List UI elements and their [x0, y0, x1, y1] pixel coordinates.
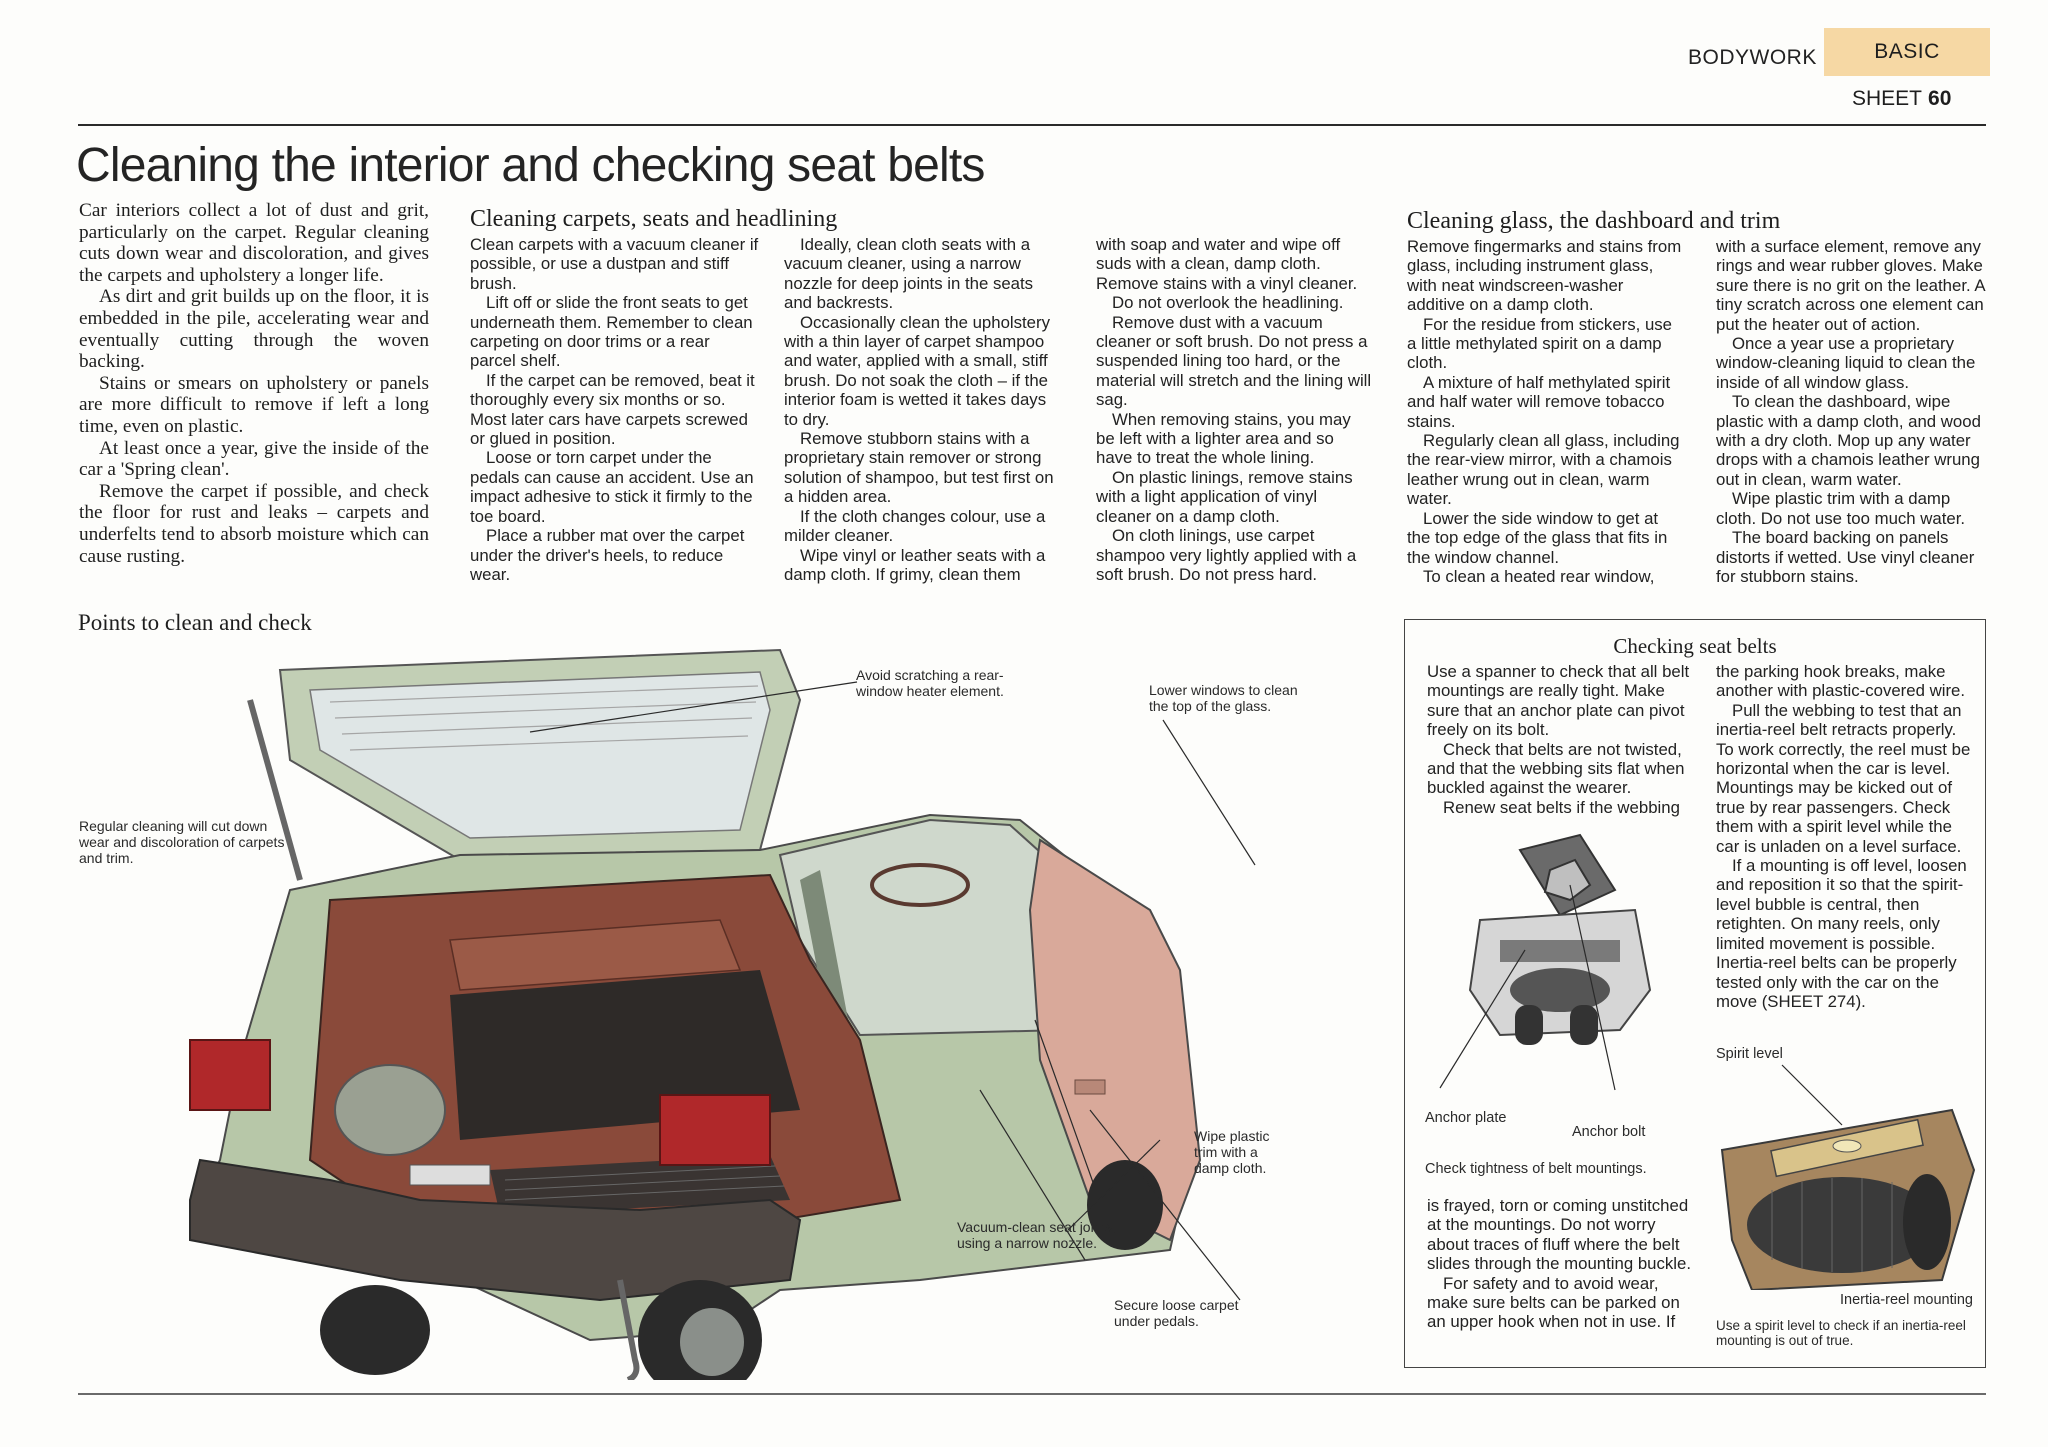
label-anchor-plate: Anchor plate [1425, 1110, 1507, 1126]
intro-text [79, 200, 429, 567]
paragraph: If a mounting is off level, loosen and reposition it so that the spirit-level bubble is central, then retighten. On many reels, only limited movement is possible. Inertia-reel belts can be properly tested only with the car on the move (SHEET 274). [1716, 856, 1967, 1011]
paragraph: Ideally, clean cloth seats with a vacuum cleaner, using a narrow nozzle for deep joints in the seats and backrests. [784, 235, 1034, 313]
paragraph: If the carpet can be removed, beat it thoroughly every six months or so. Most later cars have carpets screwed or glued in position. [470, 370, 755, 449]
spirit-level-illustration [1712, 1060, 1978, 1290]
webbing-top [1500, 940, 1620, 962]
paragraph: is frayed, torn or coming unstitched at the mountings. Do not worry about traces of fluff where the belt slides through the mounting buckle. [1427, 1196, 1692, 1274]
paragraph: Remove dust with a vacuum cleaner or soft brush. Do not press a suspended lining too hard, or the material will stretch and the lining will sag. [1096, 312, 1372, 410]
right-rear-light [660, 1095, 770, 1165]
paragraph: On plastic linings, remove stains with a light application of vinyl cleaner on a damp cloth. [1096, 467, 1353, 526]
label-anchor-bolt: Anchor bolt [1572, 1124, 1646, 1140]
carpets-column-2 [784, 235, 1064, 584]
level-badge: BASIC [1824, 28, 1990, 76]
top-rule [78, 124, 1986, 126]
paragraph: with a surface element, remove any rings and wear rubber gloves. Make sure there is no grit on the leather. A tiny scratch across one element can put the heater out of action. [1716, 237, 1985, 334]
glass-column-1 [1407, 237, 1685, 586]
points-heading: Points to clean and check [78, 610, 312, 635]
paragraph: To clean a heated rear window, [1423, 566, 1655, 586]
intro-paragraph: Remove the carpet if possible, and check the floor for rust and leaks – carpets and underfelts tend to absorb moisture which can cause rusting. [79, 480, 429, 567]
number-plate [410, 1165, 490, 1185]
paragraph: The board backing on panels distorts if wetted. Use vinyl cleaner for stubborn stains. [1716, 528, 1975, 586]
sheet-label: SHEET [1852, 87, 1923, 110]
carpets-column-1 [470, 235, 760, 584]
intro-paragraph: As dirt and grit builds up on the floor, it is embedded in the pile, accelerating wear and eventually cutting through the woven backing. [79, 286, 429, 373]
slot-left [1515, 1005, 1543, 1045]
paragraph: Lower the side window to get at the top edge of the glass that fits in the window channel. [1407, 508, 1668, 567]
paragraph: For safety and to avoid wear, make sure belts can be parked on an upper hook when not in use. If [1427, 1273, 1680, 1332]
paragraph: Wipe plastic trim with a damp cloth. Do not use too much water. [1716, 489, 1966, 528]
paragraph: Once a year use a proprietary window-cleaning liquid to clean the inside of all window glass. [1716, 334, 1976, 392]
paragraph: Wipe vinyl or leather seats with a damp cloth. If grimy, clean them [784, 545, 1046, 584]
paragraph: Regularly clean all glass, including the rear-view mirror, with a chamois leather wrung out in clean, warm water. [1407, 431, 1680, 509]
caption-mountings: Check tightness of belt mountings. [1425, 1161, 1647, 1177]
paragraph: Occasionally clean the upholstery with a thin layer of carpet shampoo and water, applied with a small, stiff brush. Do not soak the cloth – if the interior foam is wetted it takes days to dry. [784, 312, 1050, 429]
paragraph: Place a rubber mat over the carpet under the driver's heels, to reduce wear. [470, 526, 745, 584]
intro-paragraph: Car interiors collect a lot of dust and grit, particularly on the carpet. Regular cleaning cuts down wear and discoloration, and gives the carpets and upholstery a longer life. [79, 200, 429, 286]
callout-wipe-plastic: Wipe plastic trim with a damp cloth. [1194, 1128, 1270, 1176]
paragraph: If the cloth changes colour, use a milder cleaner. [784, 506, 1046, 546]
carpets-column-3 [1096, 235, 1372, 584]
label-inertia-reel: Inertia-reel mounting [1840, 1292, 1973, 1308]
glass-column-2 [1716, 237, 1992, 586]
paragraph: When removing stains, you may be left with a lighter area and so have to treat the whole lining. [1096, 409, 1351, 468]
paragraph: the parking hook breaks, make another with plastic-covered wire. [1716, 662, 1966, 701]
spare-wheel [335, 1065, 445, 1155]
callout-secure-carpet: Secure loose carpet under pedals. [1114, 1297, 1239, 1329]
sheet-number-value: 60 [1928, 87, 1952, 110]
hubcap [680, 1308, 744, 1376]
callout-rear-window: Avoid scratching a rear-window heater element. [856, 667, 1004, 699]
car-illustration [160, 640, 1340, 1380]
reel-end [1903, 1174, 1951, 1270]
bottom-rule [78, 1393, 1986, 1395]
seatbelt-column-1-bottom [1427, 1196, 1697, 1332]
paragraph: Loose or torn carpet under the pedals can cause an accident. Use an impact adhesive to stick it firmly to the toe board. [470, 448, 754, 526]
sheet-number [1852, 87, 1951, 111]
intro-paragraph: Stains or smears on upholstery or panels are more difficult to remove if left a long time, even on plastic. [79, 372, 429, 437]
glass-heading: Cleaning glass, the dashboard and trim [1407, 208, 1781, 234]
caption-spirit-level: Use a spirit level to check if an inertia-reel mounting is out of true. [1716, 1318, 1966, 1348]
page-title: Cleaning the interior and checking seat belts [76, 139, 985, 192]
callout-vacuum-seats: Vacuum-clean seat joints, using a narrow nozzle. [957, 1219, 1117, 1251]
paragraph: To clean the dashboard, wipe plastic with a damp cloth, and wood with a dry cloth. Mop up any water drops with a chamois leather wrung out in clean, warm water. [1716, 392, 1981, 489]
label-spirit-level: Spirit level [1716, 1046, 1783, 1062]
paragraph: with soap and water and wipe off suds with a clean, damp cloth. Remove stains with a vinyl cleaner. [1096, 235, 1358, 293]
paragraph: Do not overlook the headlining. [1112, 293, 1344, 313]
seatbelt-heading: Checking seat belts [1613, 634, 1777, 658]
seatbelt-column-2 [1716, 662, 1978, 1011]
slot-right [1570, 1005, 1598, 1045]
carpets-heading: Cleaning carpets, seats and headlining [470, 206, 838, 232]
section-label: BODYWORK [1688, 46, 1817, 69]
paragraph: On cloth linings, use carpet shampoo very lightly applied with a soft brush. Do not press hard. [1096, 526, 1357, 584]
paragraph: For the residue from stickers, use a little methylated spirit on a damp cloth. [1407, 314, 1673, 373]
seatbelt-column-1-top [1427, 662, 1697, 817]
paragraph: Clean carpets with a vacuum cleaner if possible, or use a dustpan and stiff brush. [470, 235, 759, 293]
paragraph: Use a spanner to check that all belt mountings are really tight. Make sure that an anchor plate can pivot freely on its bolt. [1427, 662, 1690, 740]
paragraph: Pull the webbing to test that an inertia-reel belt retracts properly. To work correctly, the reel must be horizontal when the car is level. Mountings may be kicked out of true by rear passengers. Check them with a spirit level while the car is unladen on a level surface. [1716, 700, 1971, 856]
paragraph: Lift off or slide the front seats to get underneath them. Remember to clean carpeting on door trims or a rear parcel shelf. [470, 293, 753, 371]
paragraph: Remove fingermarks and stains from glass, including instrument glass, with neat windscreen-washer additive on a damp cloth. [1407, 237, 1682, 315]
level-bubble [1833, 1140, 1861, 1152]
belt-mounting-illustration [1430, 830, 1690, 1100]
callout-lower-windows: Lower windows to clean the top of the glass. [1149, 682, 1298, 714]
rear-left-wheel [320, 1285, 430, 1375]
paragraph: Remove stubborn stains with a proprietary stain remover or strong solution of shampoo, but test first on a hidden area. [784, 429, 1054, 507]
door-handle [1075, 1080, 1105, 1094]
callout-regular-cleaning: Regular cleaning will cut down wear and discoloration of carpets and trim. [79, 818, 285, 866]
intro-paragraph: At least once a year, give the inside of the car a 'Spring clean'. [79, 437, 429, 481]
left-rear-light [190, 1040, 270, 1110]
paragraph: A mixture of half methylated spirit and half water will remove tobacco stains. [1407, 372, 1671, 431]
paragraph: Renew seat belts if the webbing [1443, 797, 1680, 817]
paragraph: Check that belts are not twisted, and that the webbing sits flat when buckled against the wearer. [1427, 739, 1685, 798]
